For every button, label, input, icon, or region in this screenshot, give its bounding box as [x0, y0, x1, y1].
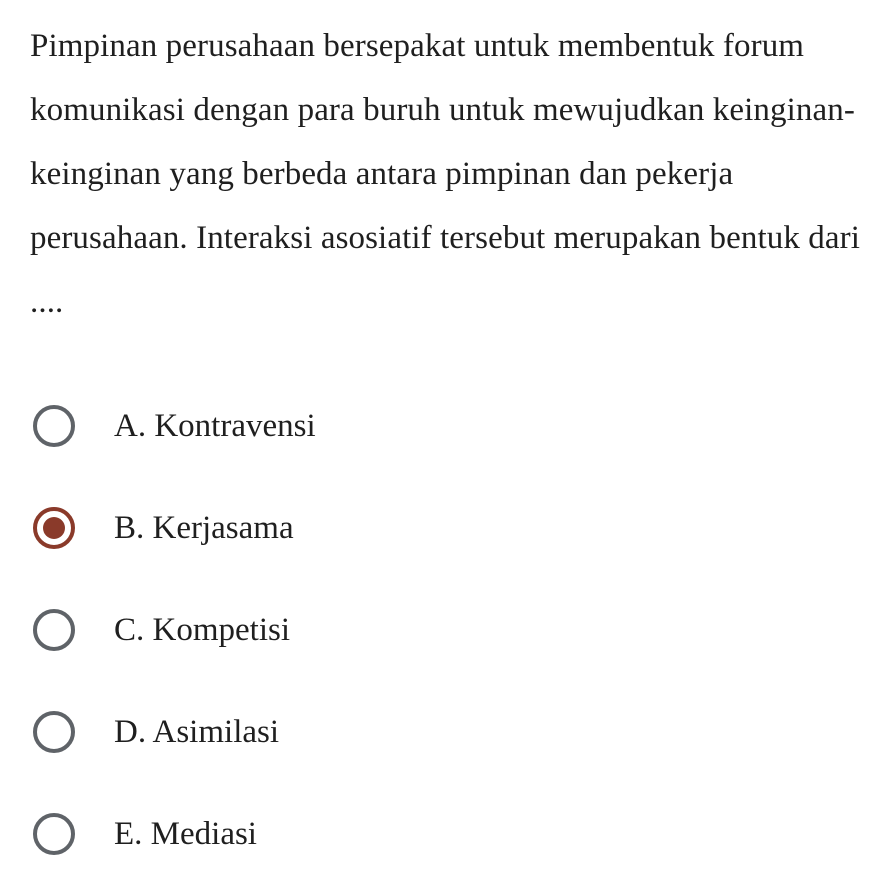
radio-button-e[interactable] — [33, 813, 75, 855]
option-label-b: B. Kerjasama — [114, 510, 294, 546]
question-text: Pimpinan perusahaan bersepakat untuk membentuk forum komunikasi dengan para buruh untuk mewujudkan keinginan-keinginan yang berbeda antara pimpinan dan pekerja perusahaan. Interaksi asosiatif tersebut merupakan bentuk dari .... — [30, 28, 860, 320]
radio-selected-dot — [43, 517, 65, 539]
radio-button-d[interactable] — [33, 711, 75, 753]
option-d[interactable] — [30, 681, 880, 783]
option-label-a: A. Kontravensi — [114, 408, 316, 444]
radio-button-c[interactable] — [33, 609, 75, 651]
option-label-d: D. Asimilasi — [114, 714, 280, 750]
radio-button-a[interactable] — [33, 405, 75, 447]
option-label-c: C. Kompetisi — [114, 612, 291, 648]
option-c[interactable] — [30, 579, 880, 681]
option-a[interactable] — [30, 375, 880, 477]
option-e[interactable] — [30, 783, 880, 885]
option-b[interactable] — [30, 477, 880, 579]
option-label-e: E. Mediasi — [114, 816, 257, 852]
answer-options — [30, 375, 880, 885]
radio-button-b-selected[interactable] — [33, 507, 75, 549]
